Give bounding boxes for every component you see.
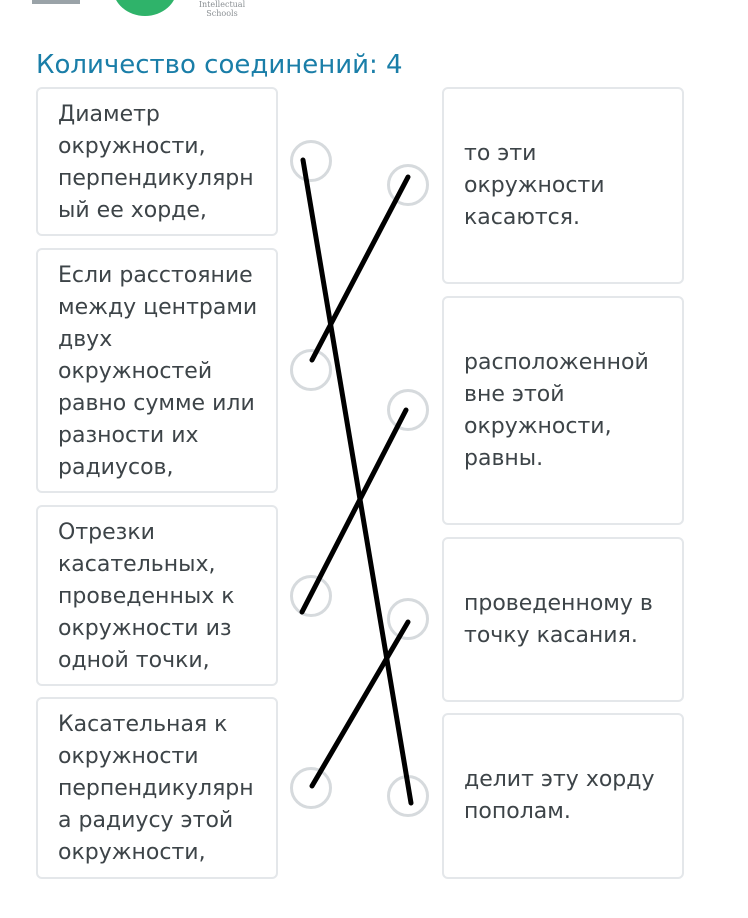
left-item-4-text: Касательная к окружности перпендикулярн а радиусу этой окружности, — [58, 712, 254, 865]
connection-line-4-3 — [312, 622, 408, 786]
right-item-4[interactable] — [442, 713, 684, 879]
left-item-2-text: Если расстояние между центрами двух окружностей равно сумме или разности их радиусов, — [58, 263, 258, 480]
right-item-1[interactable] — [442, 87, 684, 284]
right-connector-dot-2[interactable] — [387, 389, 429, 431]
left-connector-dot-2[interactable] — [290, 349, 332, 391]
left-item-1-text: Диаметр окружности, перпендикулярн ый ее хорде, — [58, 102, 254, 223]
left-item-4[interactable] — [36, 697, 278, 879]
left-item-1[interactable] — [36, 87, 278, 236]
menu-icon[interactable] — [32, 0, 80, 4]
left-item-2[interactable] — [36, 248, 278, 493]
connection-line-2-1 — [312, 177, 408, 360]
left-item-3-text: Отрезки касательных, проведенных к окружности из одной точки, — [58, 520, 235, 673]
logo-text: Intellectual Schools — [198, 0, 246, 18]
left-connector-dot-1[interactable] — [290, 140, 332, 182]
right-connector-dot-4[interactable] — [387, 775, 429, 817]
right-connector-dot-3[interactable] — [387, 598, 429, 640]
logo-icon — [113, 0, 177, 16]
right-item-3-text: проведенному в точку касания. — [464, 590, 653, 648]
right-item-2-text: расположенной вне этой окружности, равны. — [464, 349, 649, 471]
left-connector-dot-4[interactable] — [290, 767, 332, 809]
right-item-3[interactable] — [442, 537, 684, 702]
right-item-1-text: то эти окружности касаются. — [464, 140, 605, 230]
right-item-2[interactable] — [442, 296, 684, 525]
connections-count-heading: Количество соединений: 4 — [36, 50, 403, 80]
connection-line-1-4 — [303, 160, 411, 803]
right-item-4-text: делит эту хорду пополам. — [464, 767, 655, 824]
left-connector-dot-3[interactable] — [290, 575, 332, 617]
left-item-3[interactable] — [36, 505, 278, 686]
right-connector-dot-1[interactable] — [387, 164, 429, 206]
